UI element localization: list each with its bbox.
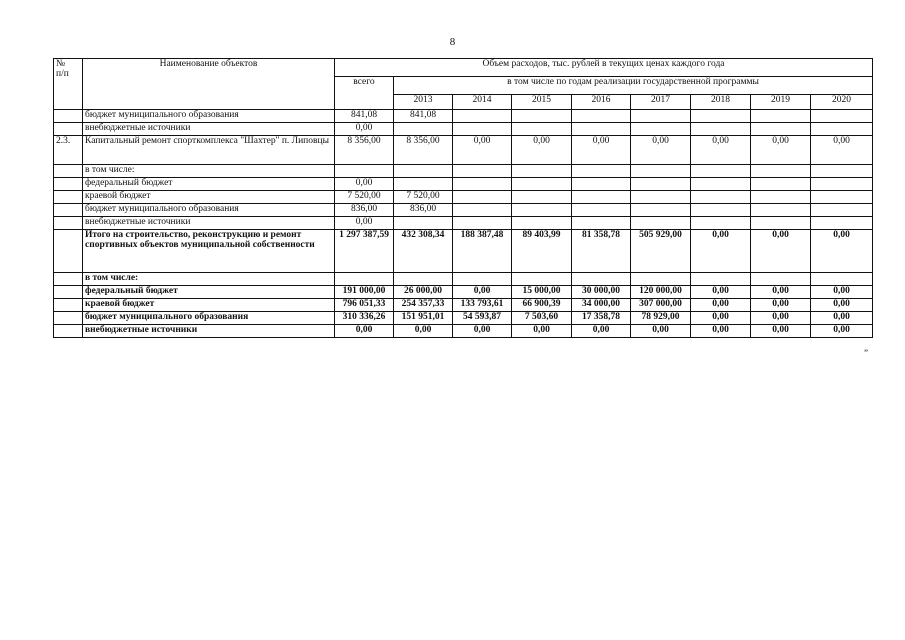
row-year-value — [751, 165, 811, 178]
table-row — [54, 312, 873, 325]
row-year-value — [572, 217, 631, 230]
row-number — [54, 191, 83, 204]
row-name: Капитальный ремонт спорткомплекса "Шахтер" п. Липовцы — [83, 136, 335, 165]
table-row — [54, 325, 873, 338]
row-year-value — [631, 178, 691, 191]
row-total: 796 051,33 — [335, 299, 394, 312]
row-year-value — [512, 273, 572, 286]
row-year-value — [631, 217, 691, 230]
row-year-value: 505 929,00 — [631, 230, 691, 273]
row-year-value: 0,00 — [751, 312, 811, 325]
row-year-value — [691, 110, 751, 123]
budget-table — [53, 58, 873, 338]
row-year-value — [751, 123, 811, 136]
row-year-value — [394, 217, 453, 230]
row-year-value: 0,00 — [512, 136, 572, 165]
closing-quote-mark: ” — [864, 348, 868, 358]
row-year-value: 0,00 — [453, 325, 512, 338]
row-name: федеральный бюджет — [83, 178, 335, 191]
header-num: № п/п — [54, 59, 83, 110]
row-year-value — [811, 273, 873, 286]
row-number — [54, 165, 83, 178]
row-year-value — [811, 110, 873, 123]
row-year-value — [691, 191, 751, 204]
row-year-value: 30 000,00 — [572, 286, 631, 299]
table-row — [54, 299, 873, 312]
row-total: 841,08 — [335, 110, 394, 123]
row-number — [54, 110, 83, 123]
row-year-value — [631, 191, 691, 204]
row-number — [54, 299, 83, 312]
header-year: 2013 — [394, 95, 453, 110]
row-year-value: 307 000,00 — [631, 299, 691, 312]
row-year-value: 0,00 — [453, 286, 512, 299]
table-row — [54, 286, 873, 299]
row-total — [335, 165, 394, 178]
row-year-value: 15 000,00 — [512, 286, 572, 299]
row-year-value — [453, 217, 512, 230]
row-year-value: 7 520,00 — [394, 191, 453, 204]
row-year-value: 89 403,99 — [512, 230, 572, 273]
row-year-value: 0,00 — [691, 286, 751, 299]
table-row — [54, 178, 873, 191]
row-year-value — [453, 165, 512, 178]
row-year-value — [631, 110, 691, 123]
row-year-value — [631, 204, 691, 217]
table-row — [54, 191, 873, 204]
row-year-value: 66 900,39 — [512, 299, 572, 312]
row-year-value — [512, 123, 572, 136]
row-year-value: 0,00 — [811, 136, 873, 165]
row-year-value — [691, 273, 751, 286]
row-year-value — [751, 178, 811, 191]
row-total: 8 356,00 — [335, 136, 394, 165]
table-row — [54, 273, 873, 286]
row-year-value — [453, 204, 512, 217]
row-year-value: 78 929,00 — [631, 312, 691, 325]
row-year-value — [691, 204, 751, 217]
row-year-value: 7 503,60 — [512, 312, 572, 325]
row-year-value: 0,00 — [691, 230, 751, 273]
row-number — [54, 204, 83, 217]
row-year-value: 26 000,00 — [394, 286, 453, 299]
row-year-value — [572, 165, 631, 178]
row-year-value: 0,00 — [751, 286, 811, 299]
row-number: 2.3. — [54, 136, 83, 165]
row-year-value: 81 358,78 — [572, 230, 631, 273]
row-year-value: 0,00 — [751, 230, 811, 273]
row-total: 310 336,26 — [335, 312, 394, 325]
row-year-value — [691, 217, 751, 230]
row-year-value — [512, 204, 572, 217]
row-year-value — [751, 110, 811, 123]
row-year-value — [751, 191, 811, 204]
row-year-value — [512, 165, 572, 178]
row-year-value — [512, 217, 572, 230]
row-year-value — [691, 178, 751, 191]
row-number — [54, 230, 83, 273]
row-year-value — [453, 178, 512, 191]
row-year-value — [394, 165, 453, 178]
row-year-value: 133 793,61 — [453, 299, 512, 312]
row-year-value — [453, 273, 512, 286]
row-number — [54, 217, 83, 230]
row-year-value — [512, 178, 572, 191]
header-by-year: в том числе по годам реализации государственной программы — [394, 77, 873, 95]
row-year-value — [631, 165, 691, 178]
row-year-value — [751, 273, 811, 286]
row-year-value — [691, 123, 751, 136]
row-year-value — [811, 217, 873, 230]
table-row — [54, 217, 873, 230]
row-year-value: 0,00 — [751, 136, 811, 165]
row-year-value — [811, 165, 873, 178]
header-name: Наименование объектов — [83, 59, 335, 110]
row-year-value: 432 308,34 — [394, 230, 453, 273]
row-year-value — [631, 273, 691, 286]
table-row — [54, 136, 873, 165]
row-year-value: 151 951,01 — [394, 312, 453, 325]
row-year-value: 0,00 — [751, 299, 811, 312]
row-year-value — [811, 178, 873, 191]
row-total: 836,00 — [335, 204, 394, 217]
row-total: 1 297 387,59 — [335, 230, 394, 273]
table-row — [54, 165, 873, 178]
row-total — [335, 273, 394, 286]
row-year-value — [572, 110, 631, 123]
row-year-value — [512, 191, 572, 204]
row-year-value: 0,00 — [811, 325, 873, 338]
row-name: бюджет муниципального образования — [83, 204, 335, 217]
row-year-value: 34 000,00 — [572, 299, 631, 312]
header-year: 2018 — [691, 95, 751, 110]
row-name: Итого на строительство, реконструкцию и ремонт спортивных объектов муниципальной собственности — [83, 230, 335, 273]
row-number — [54, 123, 83, 136]
row-year-value — [453, 110, 512, 123]
row-year-value — [572, 273, 631, 286]
row-year-value: 0,00 — [572, 136, 631, 165]
row-year-value — [631, 123, 691, 136]
row-number — [54, 273, 83, 286]
row-year-value — [751, 204, 811, 217]
row-total: 0,00 — [335, 123, 394, 136]
row-year-value: 0,00 — [811, 299, 873, 312]
row-year-value: 254 357,33 — [394, 299, 453, 312]
row-year-value: 0,00 — [691, 299, 751, 312]
row-year-value: 0,00 — [691, 312, 751, 325]
row-year-value — [691, 165, 751, 178]
row-year-value: 0,00 — [811, 286, 873, 299]
row-total: 0,00 — [335, 178, 394, 191]
row-number — [54, 178, 83, 191]
row-year-value — [453, 191, 512, 204]
row-year-value: 0,00 — [572, 325, 631, 338]
header-year: 2015 — [512, 95, 572, 110]
row-year-value: 0,00 — [631, 136, 691, 165]
row-year-value: 54 593,87 — [453, 312, 512, 325]
row-year-value — [751, 217, 811, 230]
row-name: краевой бюджет — [83, 191, 335, 204]
row-year-value: 0,00 — [811, 312, 873, 325]
row-number — [54, 312, 83, 325]
row-name: бюджет муниципального образования — [83, 312, 335, 325]
header-year: 2017 — [631, 95, 691, 110]
header-volume: Объем расходов, тыс. рублей в текущих ценах каждого года — [335, 59, 873, 77]
row-number — [54, 286, 83, 299]
row-year-value: 0,00 — [691, 325, 751, 338]
row-name: в том числе: — [83, 273, 335, 286]
row-year-value — [394, 273, 453, 286]
header-year: 2020 — [811, 95, 873, 110]
row-name: внебюджетные источники — [83, 325, 335, 338]
row-name: внебюджетные источники — [83, 123, 335, 136]
row-year-value — [453, 123, 512, 136]
row-year-value: 836,00 — [394, 204, 453, 217]
page-number: 8 — [449, 36, 456, 48]
row-year-value: 120 000,00 — [631, 286, 691, 299]
row-total: 0,00 — [335, 325, 394, 338]
table-row — [54, 230, 873, 273]
row-year-value — [394, 123, 453, 136]
row-year-value: 0,00 — [631, 325, 691, 338]
header-year: 2019 — [751, 95, 811, 110]
header-total: всего — [335, 77, 394, 110]
row-total: 0,00 — [335, 217, 394, 230]
table-row — [54, 123, 873, 136]
row-year-value: 17 358,78 — [572, 312, 631, 325]
row-year-value — [572, 178, 631, 191]
row-year-value: 0,00 — [512, 325, 572, 338]
row-name: краевой бюджет — [83, 299, 335, 312]
row-year-value: 0,00 — [453, 136, 512, 165]
row-number — [54, 325, 83, 338]
row-year-value: 188 387,48 — [453, 230, 512, 273]
table-row — [54, 110, 873, 123]
header-year: 2016 — [572, 95, 631, 110]
header-year: 2014 — [453, 95, 512, 110]
row-year-value: 8 356,00 — [394, 136, 453, 165]
row-name: в том числе: — [83, 165, 335, 178]
row-total: 7 520,00 — [335, 191, 394, 204]
row-year-value — [572, 191, 631, 204]
row-year-value — [394, 178, 453, 191]
row-year-value — [572, 123, 631, 136]
table-row — [54, 204, 873, 217]
row-total: 191 000,00 — [335, 286, 394, 299]
row-year-value — [572, 204, 631, 217]
row-name: федеральный бюджет — [83, 286, 335, 299]
row-year-value — [512, 110, 572, 123]
row-year-value — [811, 123, 873, 136]
row-year-value: 0,00 — [811, 230, 873, 273]
row-year-value: 841,08 — [394, 110, 453, 123]
row-name: внебюджетные источники — [83, 217, 335, 230]
row-year-value: 0,00 — [751, 325, 811, 338]
row-year-value — [811, 191, 873, 204]
row-year-value: 0,00 — [394, 325, 453, 338]
row-year-value — [811, 204, 873, 217]
row-name: бюджет муниципального образования — [83, 110, 335, 123]
row-year-value: 0,00 — [691, 136, 751, 165]
